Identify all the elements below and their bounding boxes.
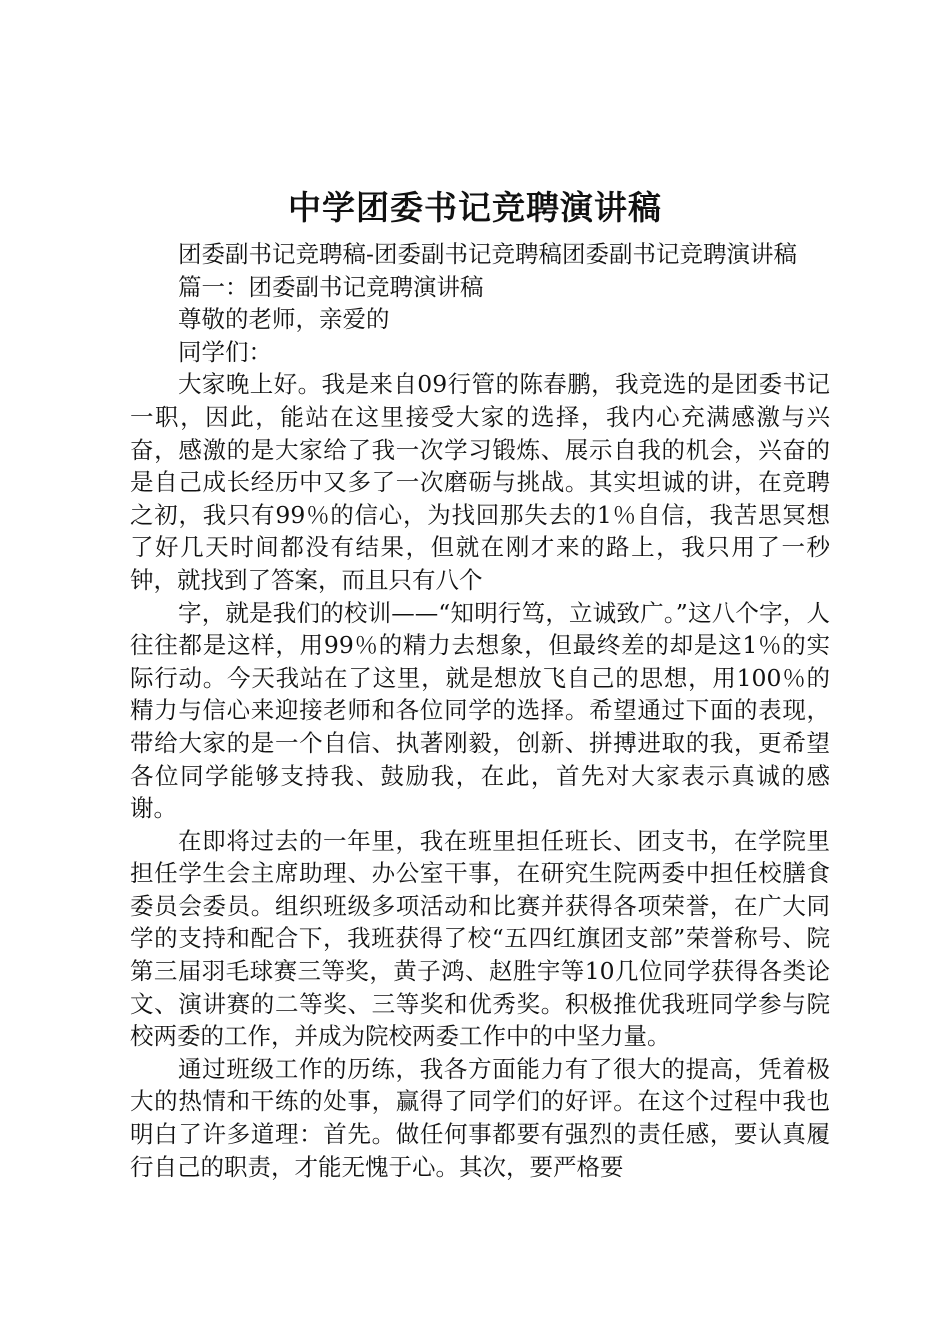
document-body: [130, 238, 830, 1183]
paragraph-section-heading: 篇一：团委副书记竞聘演讲稿: [178, 272, 484, 301]
paragraph-body: 字，就是我们的校训——“知明行笃，立诚致广。”这八个字，人往往都是这样，用99％的精力去想象，但最终差的却是这1％的实际行动。今天我站在了这里，就是想放飞自己的思想，用100％的精力与信心来迎接老师和各位同学的选择。希望通过下面的表现，带给大家的是一个自信、执著刚毅，创新、拼搏进取的我，更希望各位同学能够支持我、鼓励我，在此，首先对大家表示真诚的感谢。: [130, 598, 830, 823]
paragraph-body: 在即将过去的一年里，我在班里担任班长、团支书，在学院里担任学生会主席助理、办公室干事，在研究生院两委中担任校膳食委员会委员。组织班级多项活动和比赛并获得各项荣誉，在广大同学的支持和配合下，我班获得了校“五四红旗团支部”荣誉称号、院第三届羽毛球赛三等奖，黄子鸿、赵胜宇等10几位同学获得各类论文、演讲赛的二等奖、三等奖和优秀奖。积极推优我班同学参与院校两委的工作，并成为院校两委工作中的中坚力量。: [130, 826, 830, 1051]
document-title: 中学团委书记竞聘演讲稿: [288, 188, 662, 227]
paragraph-salutation-cont: 同学们：: [178, 337, 272, 366]
paragraph-subtitle: 团委副书记竞聘稿-团委副书记竞聘稿团委副书记竞聘演讲稿: [178, 240, 797, 268]
paragraph-body: 大家晚上好。我是来自09行管的陈春鹏，我竞选的是团委书记一职，因此，能站在这里接受大家的选择，我内心充满感激与兴奋，感激的是大家给了我一次学习锻炼、展示自我的机会，兴奋的是自己成长经历中又多了一次磨砺与挑战。其实坦诚的讲，在竞聘之初，我只有99％的信心，为找回那失去的1％自信，我苦思冥想了好几天时间都没有结果，但就在刚才来的路上，我只用了一秒钟，就找到了答案，而且只有八个: [130, 370, 830, 594]
paragraph-salutation: 尊敬的老师，亲爱的: [178, 305, 390, 334]
paragraph-body: 通过班级工作的历练，我各方面能力有了很大的提高，凭着极大的热情和干练的处事，赢得了同学们的好评。在这个过程中我也明白了许多道理：首先。做任何事都要有强烈的责任感，要认真履行自己的职责，才能无愧于心。其次，要严格要: [130, 1054, 830, 1181]
